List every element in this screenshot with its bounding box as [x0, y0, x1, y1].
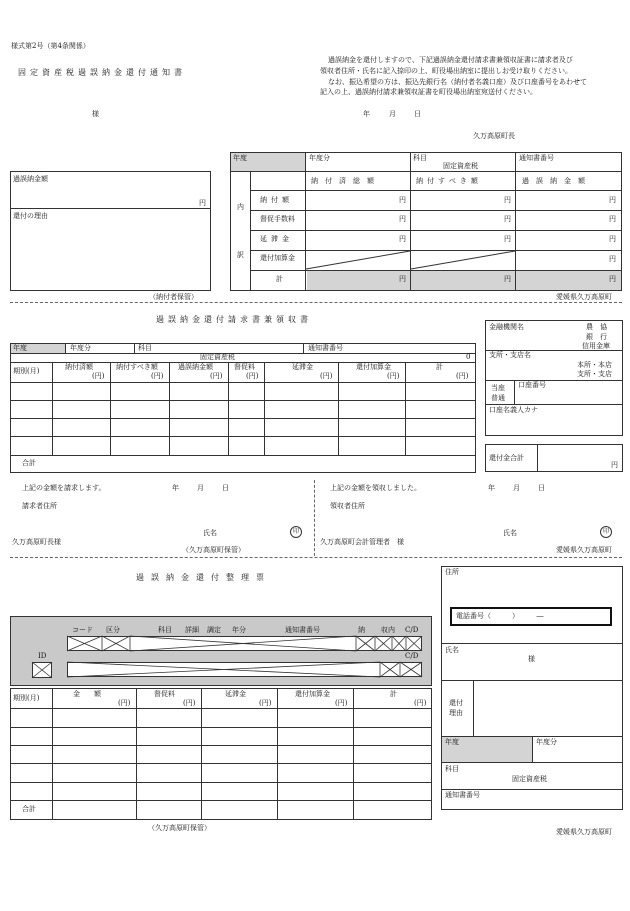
phone-label: 電話番号（ ） ―	[456, 612, 544, 620]
branch-type-main: 本所・本店	[577, 361, 612, 369]
ledger-nendo: 年度	[445, 738, 459, 746]
addressee-sama: 様	[92, 110, 99, 118]
branch-label: 支所・支店名	[489, 351, 531, 359]
code-label-shunai: 収内	[381, 626, 395, 634]
ledger-col-amount: 金 額	[73, 690, 101, 698]
bank-name-label: 金融機関名	[489, 323, 524, 331]
code-label-shosai: 詳細	[185, 626, 199, 634]
code-label-kubun: 区分	[106, 626, 120, 634]
code-label-kamoku: 科目	[158, 626, 172, 634]
claim-col-refund-add: 還付加算金	[356, 363, 391, 371]
unit-label: (円)	[183, 699, 196, 707]
claimant-seal: 印	[290, 526, 302, 538]
row-refund-add: 還付加算金	[260, 254, 295, 262]
notice-uchi: 内	[237, 203, 244, 211]
yen-unit: 円	[504, 235, 511, 243]
yen-unit: 円	[504, 215, 511, 223]
date-year: 年	[172, 484, 179, 492]
ledger-name-label: 氏名	[445, 646, 459, 654]
claim-col-due: 納付すべき額	[116, 363, 158, 371]
acct-kind-savings: 普通	[491, 394, 505, 402]
ledger-col-late: 延滞金	[225, 690, 246, 698]
date-year: 年	[488, 484, 495, 492]
claim-total: 合計	[22, 459, 36, 467]
claim-col-late: 延滞金	[292, 363, 313, 371]
claim-tsuchisho: 通知書番号	[308, 344, 343, 352]
unit-label: (円)	[456, 372, 469, 380]
yen-unit: 円	[399, 275, 406, 283]
bank-type-shinkin: 信用金庫	[582, 342, 610, 350]
date-month: 月	[197, 484, 204, 492]
yen-unit: 円	[399, 235, 406, 243]
receiver-seal: 印	[600, 526, 612, 538]
row-payment: 納付額	[260, 196, 293, 204]
col-due: 納付すべき額	[416, 177, 482, 185]
acct-no-label: 口座番号	[518, 381, 546, 389]
ledger-town: 愛媛県久万高原町	[556, 828, 612, 836]
ledger-address: 住所	[445, 568, 459, 576]
yen-unit: 円	[609, 215, 616, 223]
notice-text-4: 記入の上、過誤納付請求兼領収証書を町役場出納室宛送付ください。	[320, 88, 537, 96]
notice-town: 愛媛県久万高原町	[556, 293, 612, 301]
received-text: 上記の金額を領収しました。	[330, 484, 421, 492]
unit-label: (円)	[92, 372, 105, 380]
col-overpaid: 過誤納金額	[522, 177, 592, 185]
notice-wake: 訳	[237, 251, 244, 259]
unit-label: (円)	[387, 372, 400, 380]
notice-title: 固定資産税過誤納金還付通知書	[18, 68, 186, 77]
bank-type-agri: 農 協	[586, 323, 607, 331]
notice-nendo-bun: 年度分	[309, 154, 330, 162]
notice-tsuchisho: 通知書番号	[519, 154, 554, 162]
unit-label: (円)	[246, 372, 259, 380]
branch-type-sub: 支所・支店	[577, 370, 612, 378]
claim-nendo: 年度	[13, 344, 27, 352]
row-total: 計	[276, 275, 283, 283]
code-label-id: ID	[38, 652, 47, 660]
date-day: 日	[414, 110, 421, 118]
claim-keeper: （久万高原町保管）	[182, 546, 245, 554]
code-label-cd: C/D	[405, 626, 419, 634]
reason-label: 還付の理由	[13, 212, 48, 220]
unit-label: (円)	[335, 699, 348, 707]
claim-kamoku: 科目	[138, 344, 152, 352]
claim-nendo-bun: 年度分	[70, 344, 91, 352]
claimant-address: 請求者住所	[22, 502, 57, 510]
bank-type-bank: 銀 行	[586, 333, 607, 341]
ledger-sama: 様	[528, 655, 535, 663]
ledger-info-box	[441, 566, 623, 810]
refund-total-label: 還付金合計	[489, 454, 524, 462]
receiver-name-label: 氏名	[503, 529, 517, 537]
yen-unit: 円	[609, 196, 616, 204]
yen-unit: 円	[609, 255, 616, 263]
notice-text-2: 領収者住所・氏名に記入捺印の上、町役場出納室に提出しお受け取りください。	[320, 67, 572, 75]
ledger-nendo-bun: 年度分	[536, 738, 557, 746]
date-day: 日	[222, 484, 229, 492]
ledger-col-term: 期別(月)	[13, 694, 40, 702]
claim-tsuchisho-value: 0	[466, 353, 471, 361]
unit-label: (円)	[118, 699, 131, 707]
col-paid-total: 納付済総額	[311, 177, 381, 185]
overpaid-label: 過誤納金額	[13, 175, 48, 183]
unit-label: (円)	[151, 372, 164, 380]
date-month: 月	[513, 484, 520, 492]
yen-unit: 円	[609, 275, 616, 283]
unit-label: (円)	[320, 372, 333, 380]
code-label-no: 納	[358, 626, 365, 634]
code-label-chotei: 調定	[207, 626, 221, 634]
claimant-name-label: 氏名	[203, 529, 217, 537]
date-month: 月	[389, 110, 396, 118]
ledger-total: 合計	[22, 805, 36, 813]
overpaid-yen: 円	[199, 199, 206, 207]
claim-col-over: 過誤納金額	[178, 363, 213, 371]
claim-col-total: 計	[436, 363, 443, 371]
claim-kamoku-value: 固定資産税	[200, 353, 235, 361]
date-day: 日	[538, 484, 545, 492]
claim-title: 過誤納金還付請求書兼領収書	[156, 315, 312, 324]
ledger-kamoku: 科目	[445, 765, 459, 773]
ledger-col-reminder: 督促料	[154, 690, 175, 698]
to-treasurer: 久万高原町会計管理者 様	[320, 538, 404, 546]
ledger-title: 過誤納金還付整理票	[136, 573, 271, 582]
unit-label: (円)	[414, 699, 427, 707]
acct-kind-current: 当座	[491, 384, 505, 392]
code-label-nenbun: 年分	[232, 626, 246, 634]
receiver-address: 領収者住所	[330, 502, 365, 510]
code-label-code: コード	[72, 626, 93, 634]
ledger-reason-2: 理由	[449, 709, 463, 717]
yen-unit: 円	[504, 196, 511, 204]
notice-kamoku-value: 固定資産税	[443, 162, 478, 170]
notice-text-1: 過誤納金を還付しますので、下記過誤納金還付請求書兼領収証書に請求者及び	[328, 56, 573, 64]
yen-unit: 円	[399, 215, 406, 223]
notice-kamoku: 科目	[413, 154, 427, 162]
row-reminder-fee: 督促手数料	[260, 215, 295, 223]
unit-label: (円)	[259, 699, 272, 707]
mayor-title: 久万高原町長	[473, 132, 515, 140]
ledger-col-total: 計	[390, 690, 397, 698]
claim-col-reminder: 督促料	[234, 363, 255, 371]
to-mayor: 久万高原町長様	[12, 538, 61, 546]
notice-text-3: なお、振込希望の方は、振込先銀行名（納付者名義口座）及び口座番号をあわせて	[328, 78, 587, 86]
ledger-kamoku-value: 固定資産税	[512, 775, 547, 783]
ledger-reason-1: 還付	[449, 699, 463, 707]
refund-total-yen: 円	[611, 461, 618, 469]
code-label-cd2: C/D	[405, 652, 419, 660]
ledger-keeper: （久万高原町保管）	[148, 824, 211, 832]
unit-label: (円)	[210, 372, 223, 380]
claim-town: 愛媛県久万高原町	[556, 546, 612, 554]
ledger-col-refund-add: 還付加算金	[295, 690, 330, 698]
claim-col-term: 期別(月)	[13, 367, 40, 375]
acct-kana-label: 口座名義人カナ	[489, 406, 538, 414]
date-year: 年	[363, 110, 370, 118]
ledger-tsuchisho: 通知書番号	[445, 791, 480, 799]
notice-nendo: 年度	[233, 154, 247, 162]
notice-holder-keep: （納付者保管）	[149, 293, 198, 301]
yen-unit: 円	[504, 275, 511, 283]
yen-unit: 円	[399, 196, 406, 204]
row-late-fee: 延滞金	[260, 235, 293, 243]
form-number: 様式第2号（第4条関係）	[11, 42, 90, 50]
code-label-tsuchisho: 通知書番号	[285, 626, 320, 634]
yen-unit: 円	[609, 235, 616, 243]
request-text: 上記の金額を請求します。	[22, 484, 106, 492]
claim-col-paid: 納付済額	[65, 363, 93, 371]
